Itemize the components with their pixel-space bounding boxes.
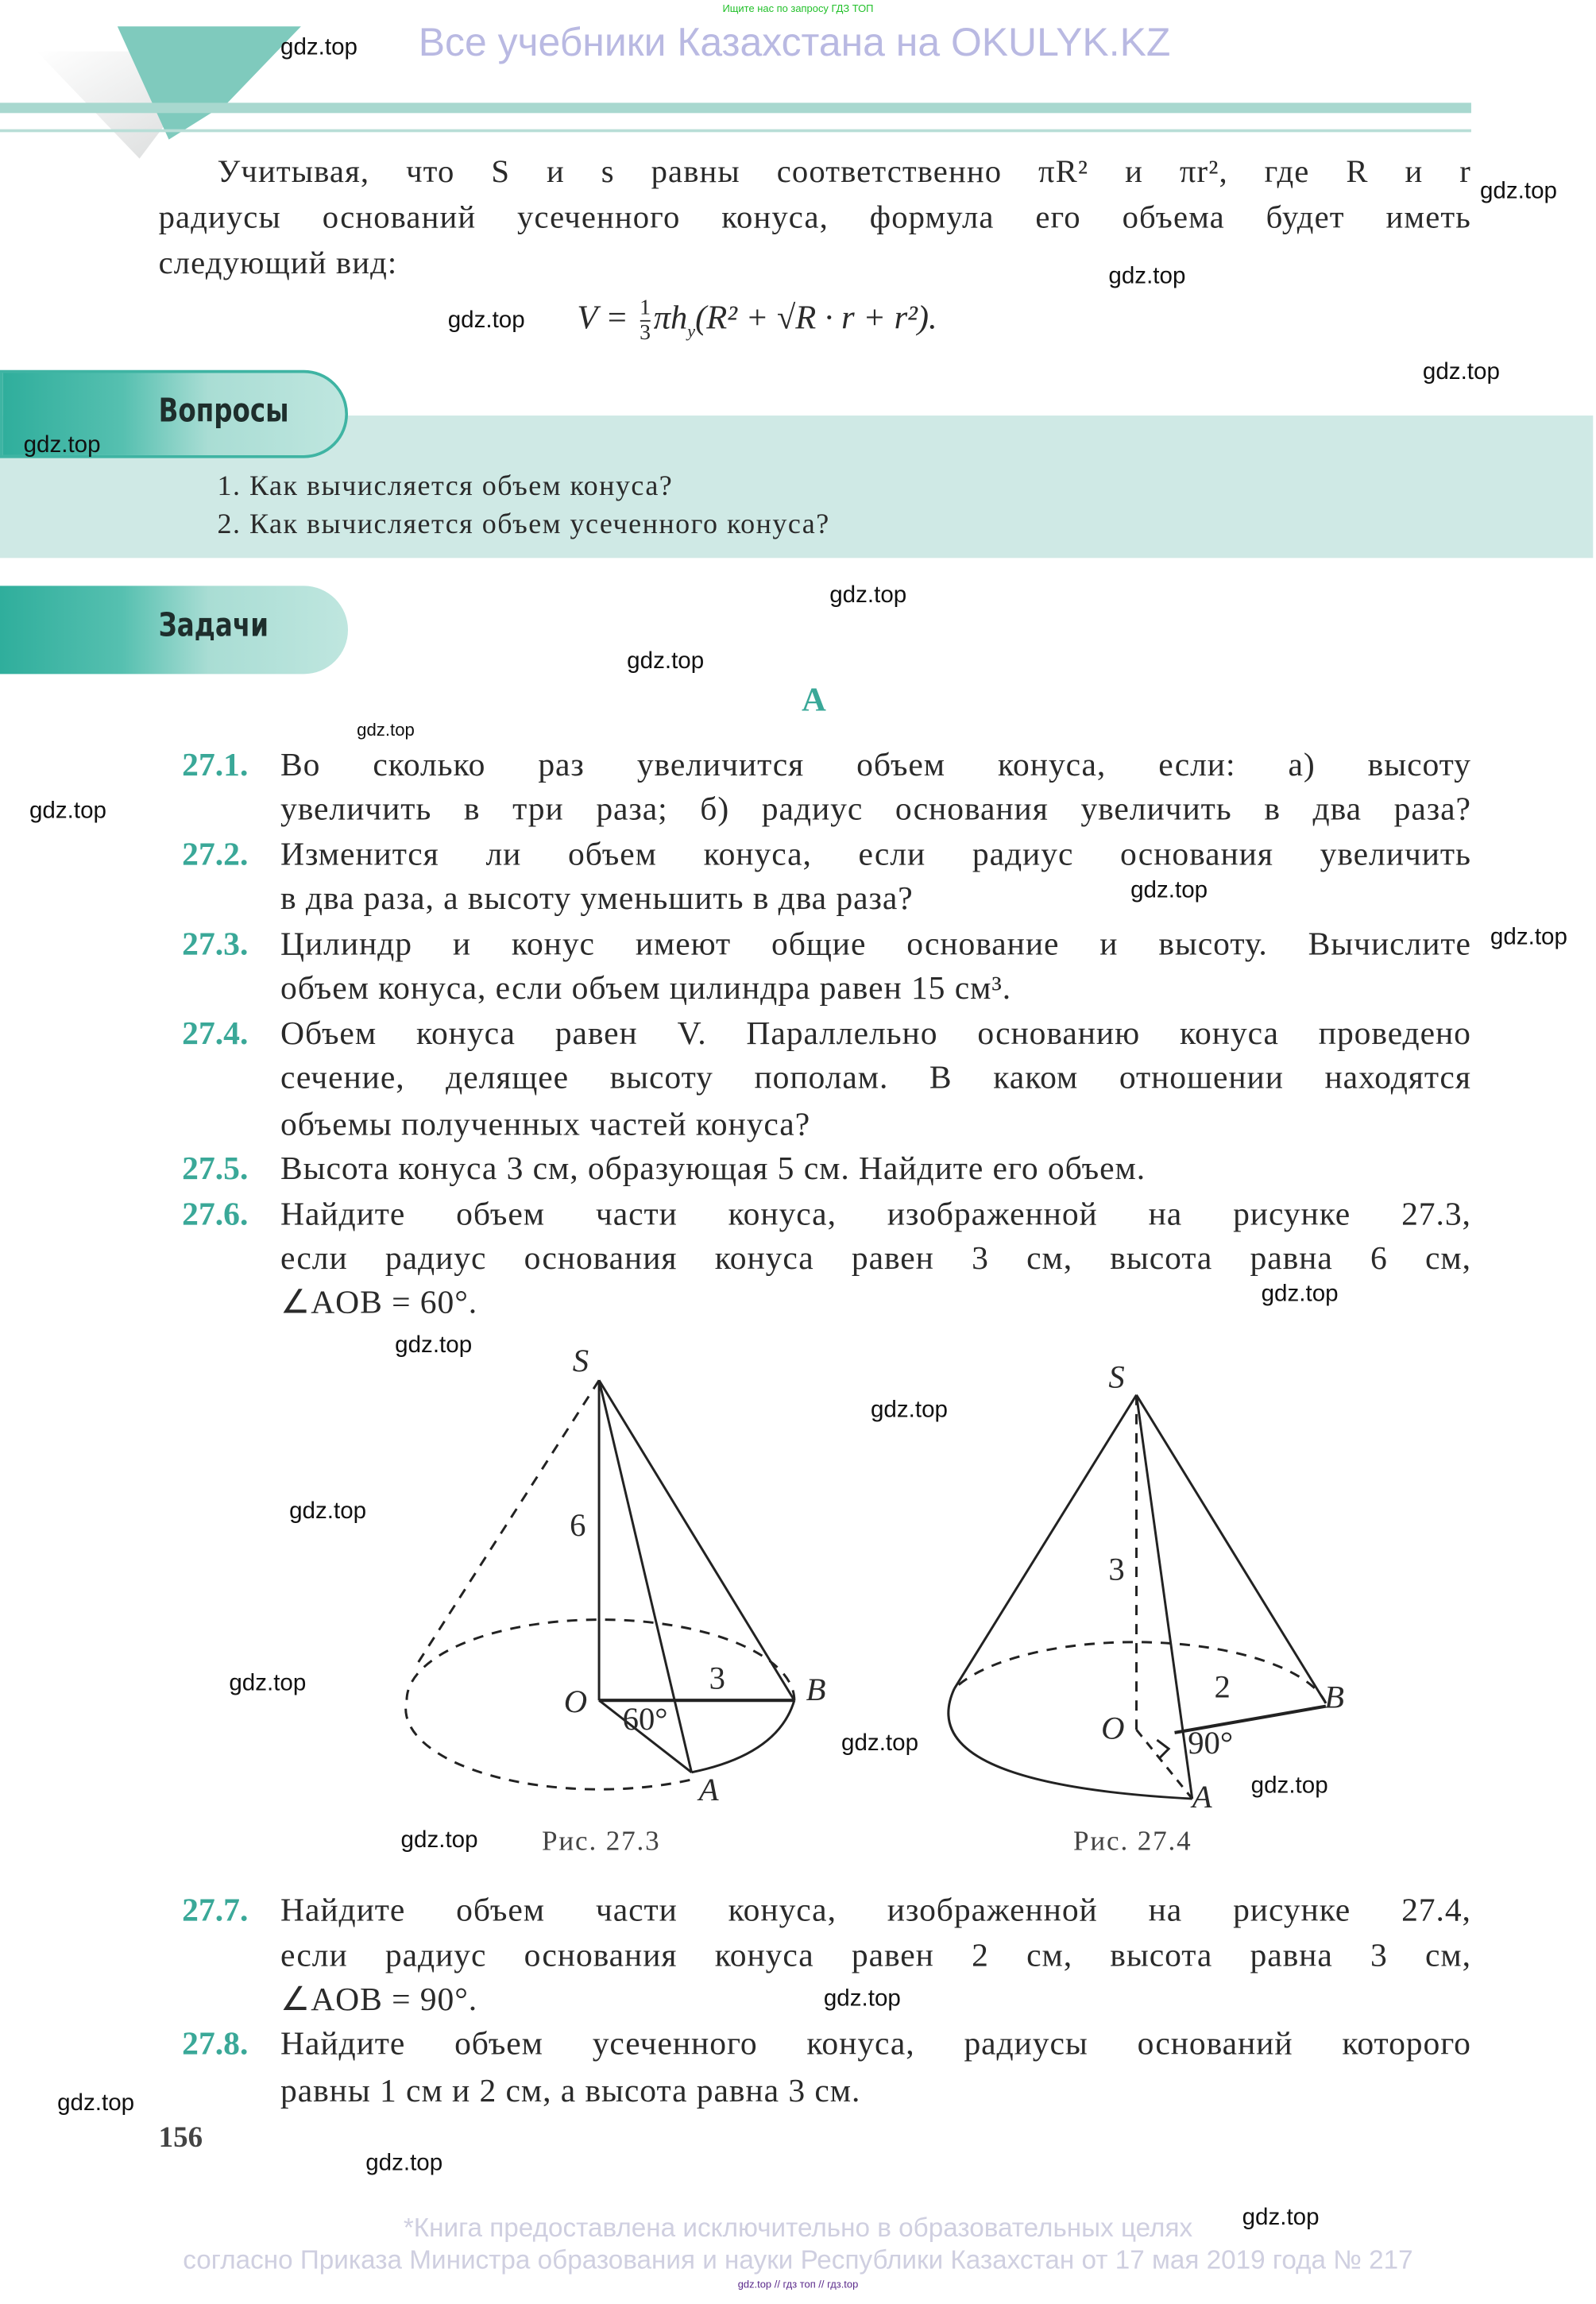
fig1-label-b: B xyxy=(806,1671,826,1708)
problem-number: 27.7. xyxy=(182,1891,249,1928)
formula-denominator: 3 xyxy=(640,321,651,346)
problem-number: 27.4. xyxy=(182,1015,249,1052)
fig2-label-angle: 90° xyxy=(1188,1723,1234,1761)
questions-title: Вопросы xyxy=(158,393,289,431)
formula-rest: (R² + √R · r + r²). xyxy=(695,299,937,336)
watermark: gdz.top xyxy=(400,1828,478,1854)
figure-27-4 xyxy=(949,1395,1326,1799)
formula-body: πh xyxy=(653,299,688,336)
problem-line: Найдите объем части конуса, изображенной на рисунке 27.4, xyxy=(280,1891,1471,1928)
problem-line: объемы полученных частей конуса? xyxy=(280,1105,811,1142)
problem-line: увеличить в три раза; б) радиус основания увеличить в два раза? xyxy=(280,790,1471,827)
question-item: 2. Как вычисляется объем усеченного конуса? xyxy=(217,509,830,541)
problem-number: 27.6. xyxy=(182,1195,249,1232)
fig1-label-o: O xyxy=(563,1683,588,1720)
intro-line-2: радиусы оснований усеченного конуса, формула его объема будет иметь xyxy=(158,198,1471,235)
fig2-label-height: 3 xyxy=(1108,1550,1125,1587)
problem-line: Во сколько раз увеличится объем конуса, если: а) высоту xyxy=(280,745,1471,783)
watermark: gdz.top xyxy=(1261,1282,1339,1307)
watermark: gdz.top xyxy=(841,1731,919,1757)
watermark: gdz.top xyxy=(1490,925,1567,950)
fig2-label-a: A xyxy=(1192,1778,1212,1815)
watermark: gdz.top xyxy=(1242,2205,1320,2231)
problem-line: сечение, делящее высоту пополам. В каком отношении находятся xyxy=(280,1058,1471,1096)
problem-line: Найдите объем части конуса, изображенной на рисунке 27.3, xyxy=(280,1195,1471,1232)
watermark: gdz.top xyxy=(365,2151,443,2177)
problem-line: в два раза, а высоту уменьшить в два раза? xyxy=(280,879,914,917)
problem-line: если радиус основания конуса равен 2 см, высота равна 3 см, xyxy=(280,1936,1471,1973)
watermark: gdz.top xyxy=(1108,264,1186,290)
site-title[interactable]: Все учебники Казахстана на OKULYK.KZ xyxy=(418,20,1171,65)
footer-tiny-links[interactable]: gdz.top // гдз топ // гдз.top xyxy=(737,2280,859,2291)
watermark: gdz.top xyxy=(395,1333,473,1359)
top-notice: Ищите нас по запросу ГДЗ ТОП xyxy=(722,4,874,15)
watermark: gdz.top xyxy=(1130,878,1208,903)
problem-line: ∠AOB = 90°. xyxy=(280,1981,478,2018)
watermark: gdz.top xyxy=(829,582,907,609)
problem-number: 27.5. xyxy=(182,1150,249,1187)
figure-caption: Рис. 27.4 xyxy=(1073,1827,1192,1858)
watermark: gdz.top xyxy=(870,1397,948,1423)
fig2-label-radius: 2 xyxy=(1214,1668,1231,1705)
problem-line: Высота конуса 3 см, образующая 5 см. Найдите его объем. xyxy=(280,1150,1146,1187)
problem-line: Объем конуса равен V. Параллельно основанию конуса проведено xyxy=(280,1015,1471,1052)
footer-line-2: согласно Приказа Министра образования и науки Республики Казахстан от 17 мая 2019 года № 217 xyxy=(183,2244,1413,2275)
formula-sub: у xyxy=(687,320,696,342)
fig1-label-angle: 60° xyxy=(622,1700,668,1738)
footer-line-1: *Книга предоставлена исключительно в образовательных целях xyxy=(403,2213,1193,2243)
watermark: gdz.top xyxy=(1250,1773,1328,1800)
fig1-label-radius: 3 xyxy=(709,1659,726,1696)
watermark: gdz.top xyxy=(357,719,415,740)
watermark: gdz.top xyxy=(229,1671,307,1696)
watermark: gdz.top xyxy=(280,35,358,60)
problem-number: 27.8. xyxy=(182,2024,249,2062)
fig2-label-b: B xyxy=(1324,1678,1344,1715)
watermark: gdz.top xyxy=(627,648,705,675)
formula-numerator: 1 xyxy=(640,296,651,320)
formula-lhs: V = xyxy=(577,299,628,336)
watermark: gdz.top xyxy=(23,433,101,458)
page-number: 156 xyxy=(158,2121,203,2155)
problem-number: 27.1. xyxy=(182,745,249,783)
fig2-label-s: S xyxy=(1108,1358,1125,1395)
volume-formula xyxy=(577,296,937,345)
problem-number: 27.3. xyxy=(182,925,249,962)
watermark: gdz.top xyxy=(447,308,525,334)
problem-line: Цилиндр и конус имеют общие основание и высоту. Вычислите xyxy=(280,925,1471,962)
problem-line: Найдите объем усеченного конуса, радиусы оснований которого xyxy=(280,2024,1471,2062)
fig1-label-height: 6 xyxy=(570,1506,586,1544)
level-label: A xyxy=(802,681,826,718)
fig1-label-a: A xyxy=(698,1770,719,1808)
watermark: gdz.top xyxy=(1479,179,1557,204)
question-item: 1. Как вычисляется объем конуса? xyxy=(217,471,674,503)
figure-27-3 xyxy=(406,1380,794,1789)
figure-caption: Рис. 27.3 xyxy=(541,1827,661,1858)
watermark: gdz.top xyxy=(1422,359,1500,385)
problem-line: Изменится ли объем конуса, если радиус основания увеличить xyxy=(280,835,1471,872)
intro-line-3: следующий вид: xyxy=(158,243,398,281)
problem-number: 27.2. xyxy=(182,835,249,872)
watermark: gdz.top xyxy=(57,2090,135,2117)
watermark: gdz.top xyxy=(289,1499,367,1525)
problem-line: если радиус основания конуса равен 3 см, высота равна 6 см, xyxy=(280,1239,1471,1277)
figures xyxy=(0,1321,1596,1820)
intro-line-1: Учитывая, что S и s равны соответственно πR² и πr², где R и r xyxy=(217,153,1471,190)
fig1-label-s: S xyxy=(572,1342,589,1379)
tasks-title: Задачи xyxy=(158,608,269,645)
fig2-label-o: O xyxy=(1101,1709,1125,1746)
problem-line: объем конуса, если объем цилиндра равен 15 см³. xyxy=(280,968,1012,1007)
problem-line: равны 1 см и 2 см, а высота равна 3 см. xyxy=(280,2071,861,2109)
watermark: gdz.top xyxy=(29,798,106,824)
problem-line: ∠AOB = 60°. xyxy=(280,1283,478,1320)
watermark: gdz.top xyxy=(823,1986,901,2012)
